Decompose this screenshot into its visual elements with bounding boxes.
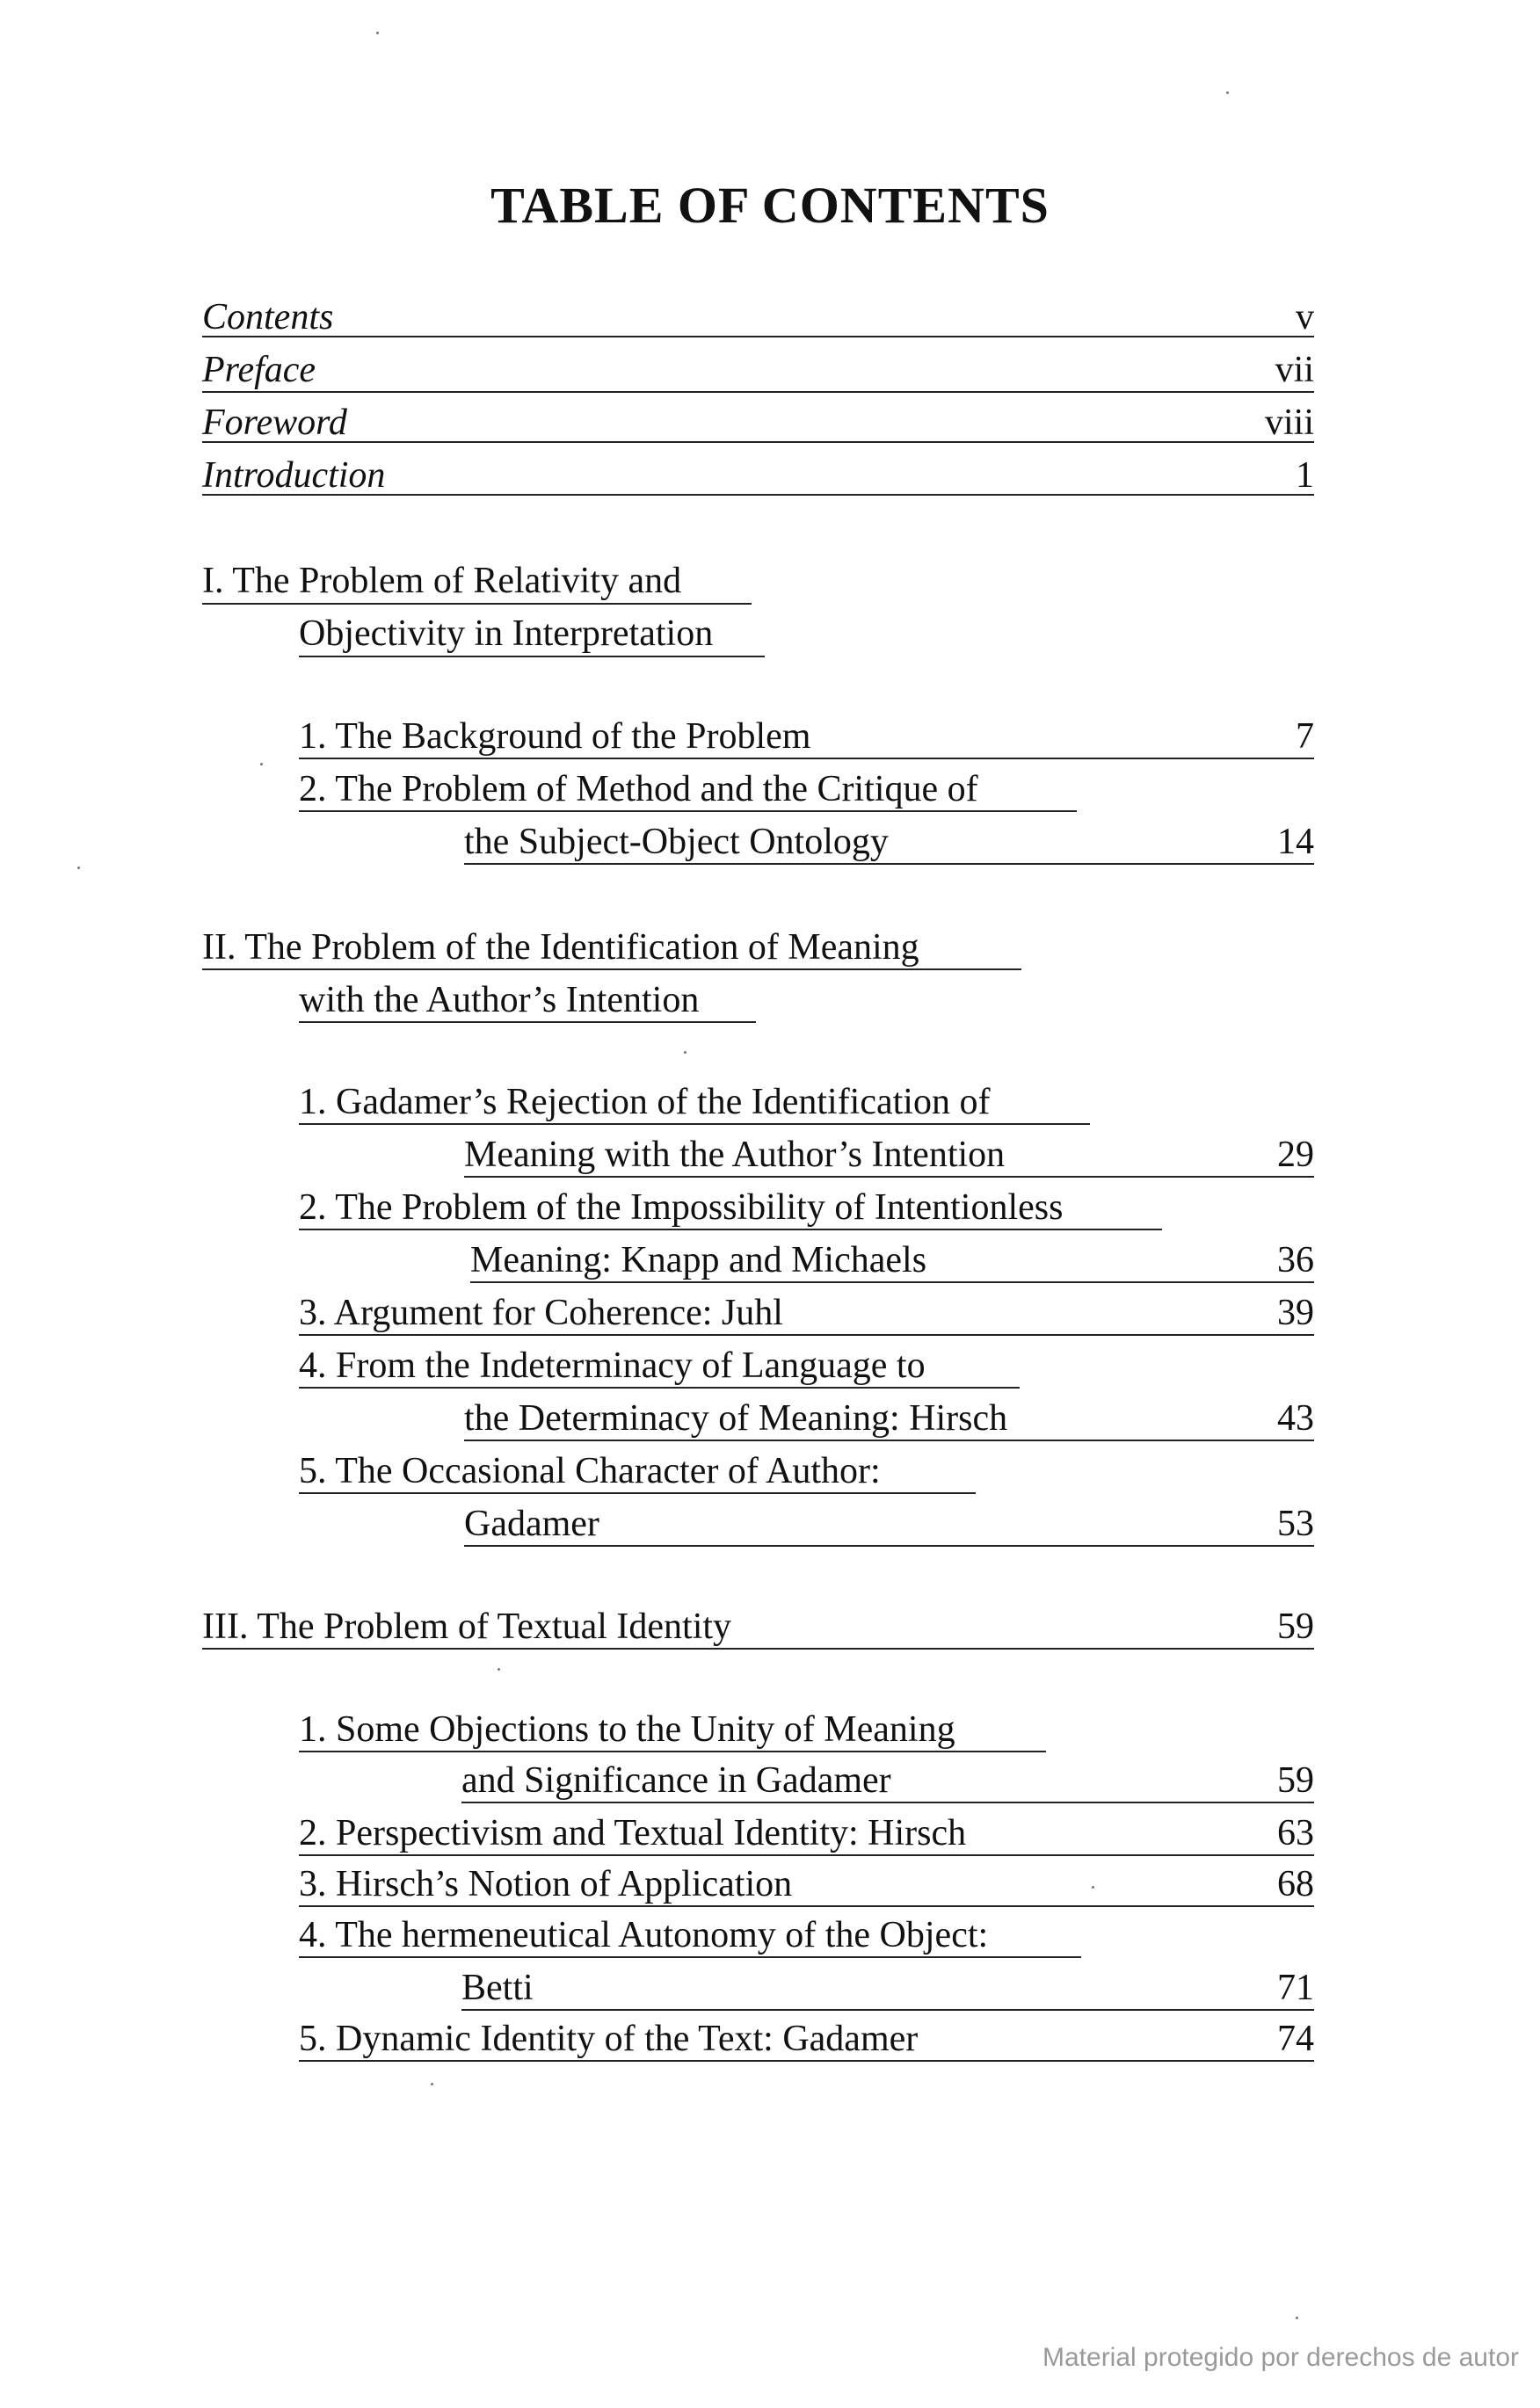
- toc-entry-label: 2. The Problem of the Impossibility of Intentionless: [299, 1187, 1064, 1228]
- toc-underline: [299, 1021, 756, 1023]
- toc-underline: [202, 1648, 1314, 1650]
- toc-entry-label: 3. Argument for Coherence: Juhl: [299, 1293, 783, 1333]
- toc-entry-label: Preface: [202, 350, 316, 390]
- scan-speck: [1296, 2317, 1298, 2319]
- toc-underline: [464, 1545, 1314, 1547]
- toc-page-number: 43: [1277, 1398, 1314, 1439]
- scan-speck: [431, 2083, 433, 2085]
- toc-entry-label-continued: Gadamer: [464, 1504, 599, 1544]
- chapter-title-continued[interactable]: with the Author’s Intention: [299, 980, 700, 1020]
- toc-entry-label: 5. The Occasional Character of Author:: [299, 1451, 881, 1491]
- toc-underline: [461, 2009, 1314, 2011]
- toc-entry-label: 5. Dynamic Identity of the Text: Gadamer: [299, 2019, 919, 2059]
- toc-entry-label: Foreword: [202, 403, 347, 443]
- toc-underline: [464, 1176, 1314, 1178]
- toc-underline: [299, 810, 1077, 812]
- toc-page-number: 59: [1277, 1760, 1314, 1801]
- toc-entry-label: 1. Gadamer’s Rejection of the Identification of: [299, 1082, 991, 1122]
- toc-entry-label: 2. The Problem of Method and the Critique of: [299, 769, 978, 809]
- toc-entry-label-continued: the Determinacy of Meaning: Hirsch: [464, 1398, 1008, 1439]
- toc-underline: [202, 494, 1314, 496]
- chapter-title-continued[interactable]: Objectivity in Interpretation: [299, 613, 714, 654]
- toc-underline: [299, 1956, 1081, 1958]
- toc-page-number: vii: [1275, 350, 1314, 390]
- toc-underline: [299, 1229, 1162, 1230]
- toc-entry-label: 1. Some Objections to the Unity of Meaning: [299, 1709, 955, 1750]
- toc-underline: [299, 1854, 1314, 1856]
- toc-page-number: viii: [1264, 403, 1314, 443]
- toc-entry-label: 4. The hermeneutical Autonomy of the Object:: [299, 1915, 989, 1955]
- page-title: TABLE OF CONTENTS: [490, 177, 1050, 234]
- toc-underline: [202, 968, 1021, 970]
- toc-page-number: v: [1296, 297, 1314, 337]
- toc-entry-label-continued: Betti: [461, 1968, 534, 2008]
- toc-page-number: 39: [1277, 1293, 1314, 1333]
- toc-page-number: 14: [1277, 822, 1314, 862]
- chapter-title[interactable]: III. The Problem of Textual Identity: [202, 1607, 732, 1647]
- scan-speck: [684, 1051, 686, 1054]
- toc-entry-label: 2. Perspectivism and Textual Identity: Hirsch: [299, 1813, 967, 1853]
- copyright-watermark: Material protegido por derechos de autor: [1042, 2343, 1519, 2372]
- toc-underline: [202, 336, 1314, 337]
- chapter-title[interactable]: I. The Problem of Relativity and: [202, 561, 682, 601]
- toc-entry-label-continued: the Subject-Object Ontology: [464, 822, 889, 862]
- toc-underline: [299, 1905, 1314, 1907]
- toc-entry-label: 3. Hirsch’s Notion of Application: [299, 1864, 793, 1904]
- toc-underline: [461, 1802, 1314, 1803]
- scan-speck: [376, 32, 379, 34]
- toc-page-number: 7: [1296, 716, 1314, 757]
- toc-page-number: 74: [1277, 2019, 1314, 2059]
- toc-underline: [202, 441, 1314, 443]
- toc-page-number: 71: [1277, 1968, 1314, 2008]
- scan-speck: [77, 867, 80, 869]
- scan-speck: [1226, 91, 1229, 94]
- toc-page-number: 36: [1277, 1240, 1314, 1280]
- toc-page-number: 68: [1277, 1864, 1314, 1904]
- toc-page-number: 29: [1277, 1135, 1314, 1175]
- scan-speck: [498, 1668, 500, 1671]
- toc-entry-label-continued: and Significance in Gadamer: [461, 1760, 891, 1801]
- toc-entry-label: Contents: [202, 297, 334, 337]
- toc-entry-label-continued: Meaning: Knapp and Michaels: [470, 1240, 927, 1280]
- toc-underline: [464, 863, 1314, 865]
- toc-underline: [299, 1334, 1314, 1336]
- toc-underline: [202, 391, 1314, 393]
- scan-speck: [260, 763, 263, 765]
- toc-entry-label: 1. The Background of the Problem: [299, 716, 811, 757]
- toc-underline: [299, 656, 765, 657]
- scan-speck: [1092, 1886, 1094, 1889]
- toc-entry-label: Introduction: [202, 455, 386, 496]
- toc-page-number: 1: [1296, 455, 1314, 496]
- chapter-title[interactable]: II. The Problem of the Identification of Meaning: [202, 927, 919, 968]
- toc-underline: [464, 1440, 1314, 1441]
- toc-entry-label: 4. From the Indeterminacy of Language to: [299, 1345, 926, 1386]
- toc-underline: [299, 1751, 1046, 1752]
- toc-underline: [299, 758, 1314, 759]
- toc-underline: [202, 603, 752, 605]
- toc-underline: [299, 2060, 1314, 2062]
- toc-underline: [299, 1492, 976, 1494]
- toc-page-number: 63: [1277, 1813, 1314, 1853]
- toc-underline: [470, 1281, 1314, 1283]
- toc-entry-label-continued: Meaning with the Author’s Intention: [464, 1135, 1006, 1175]
- toc-underline: [299, 1123, 1090, 1125]
- toc-page-number: 59: [1277, 1607, 1314, 1647]
- toc-underline: [299, 1387, 1020, 1389]
- toc-page-number: 53: [1277, 1504, 1314, 1544]
